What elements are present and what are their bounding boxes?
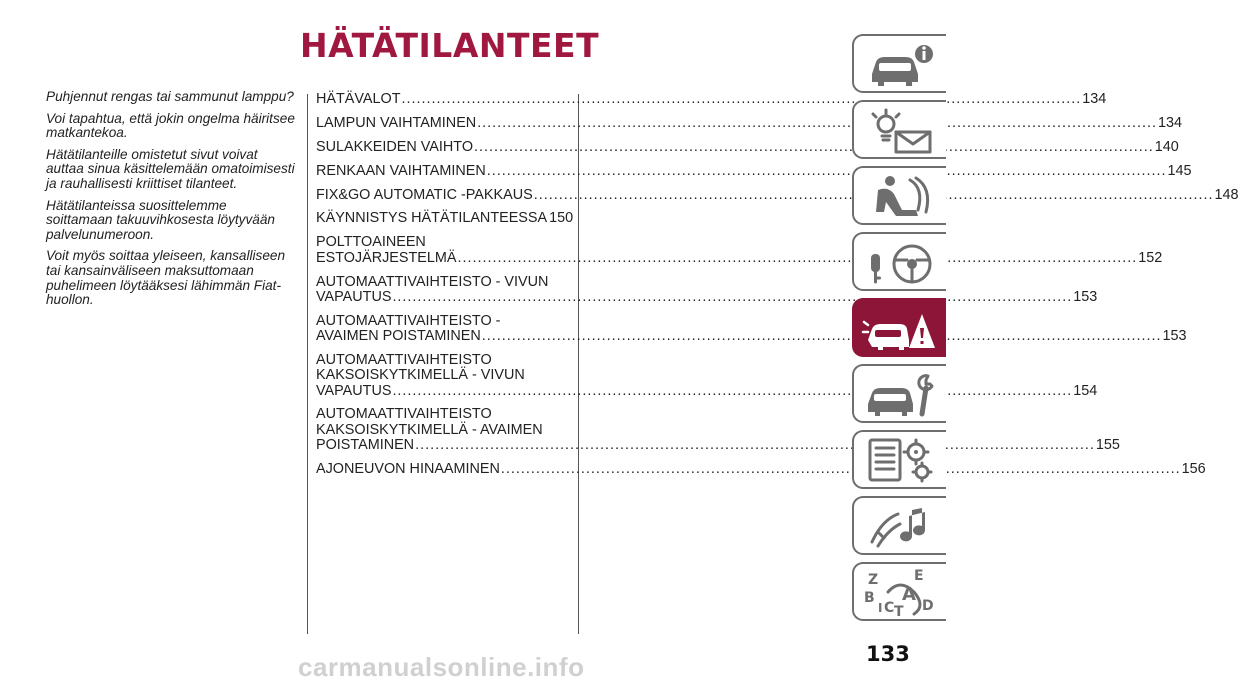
- car-wrench-icon: [862, 370, 938, 418]
- toc-entry-label: POLTTOAINEEN: [316, 234, 426, 251]
- toc-entry[interactable]: [316, 273, 1098, 306]
- seat-airbag-icon: [862, 172, 938, 220]
- svg-text:B: B: [864, 590, 875, 606]
- toc-page-number: 145: [1167, 162, 1192, 179]
- toc-leader-dots: [457, 251, 1137, 266]
- toc-entry-label: VAPAUTUS: [316, 382, 392, 399]
- toc-entry-line: [316, 436, 1120, 453]
- toc-entry-line: [316, 460, 1206, 477]
- toc-entry-line: [316, 186, 1238, 203]
- toc-page-number: 140: [1154, 138, 1179, 155]
- toc-entry[interactable]: [316, 138, 1179, 155]
- toc-entry[interactable]: [316, 186, 1238, 203]
- chapter-tab[interactable]: [852, 496, 946, 555]
- svg-text:A: A: [902, 584, 916, 605]
- chapter-tab[interactable]: [852, 232, 946, 291]
- toc-entry-label: AUTOMAATTIVAIHTEISTO - VIVUN: [316, 273, 549, 290]
- toc-page-number: 134: [1082, 91, 1107, 107]
- toc-entry-label: AUTOMAATTIVAIHTEISTO: [316, 406, 492, 423]
- svg-text:C: C: [884, 600, 895, 616]
- svg-text:T: T: [894, 604, 904, 620]
- toc-entry-label: SULAKKEIDEN VAIHTO: [316, 138, 474, 155]
- toc-page-number: 153: [1073, 288, 1098, 305]
- toc-entry[interactable]: [316, 351, 1098, 399]
- toc-leader-dots: [392, 384, 1072, 399]
- toc-entry-label: AVAIMEN POISTAMINEN: [316, 328, 481, 345]
- toc-entry[interactable]: [316, 91, 1107, 107]
- toc-page-number: 155: [1095, 436, 1120, 453]
- emergency-car-breakdown-icon: [862, 304, 938, 352]
- toc-entry-label: FIX&GO AUTOMATIC -PAKKAUS: [316, 186, 533, 203]
- toc-page-number: 156: [1181, 460, 1206, 477]
- toc-leader-dots: [402, 92, 1082, 107]
- toc-entry-label: LAMPUN VAIHTAMINEN: [316, 114, 477, 131]
- multimedia-music-icon: [862, 502, 938, 550]
- column-divider-left: [307, 94, 308, 634]
- svg-text:I: I: [878, 601, 883, 615]
- toc-entry-label: KAKSOISKYTKIMELLÄ - VIVUN: [316, 367, 525, 384]
- toc-leader-dots: [501, 462, 1181, 477]
- svg-text:Z: Z: [868, 572, 879, 588]
- toc-page-number: 152: [1138, 249, 1163, 266]
- toc-entry-label: AUTOMAATTIVAIHTEISTO -: [316, 312, 501, 329]
- intro-text: [46, 90, 296, 315]
- chapter-tab[interactable]: [852, 364, 946, 423]
- toc-entry-line: [316, 114, 1182, 131]
- toc-page-number: 154: [1073, 382, 1098, 399]
- toc-page-number: 148: [1214, 186, 1238, 203]
- toc-entry[interactable]: [316, 312, 1187, 345]
- toc-entry-label: KAKSOISKYTKIMELLÄ - AVAIMEN: [316, 421, 543, 438]
- svg-text:E: E: [914, 568, 924, 584]
- toc-entry-label: RENKAAN VAIHTAMINEN: [316, 162, 486, 179]
- chapter-tab-active[interactable]: [852, 298, 946, 357]
- chapter-tab[interactable]: [852, 562, 946, 621]
- toc-leader-dots: [474, 140, 1154, 155]
- toc-entry-line: [316, 288, 1098, 305]
- toc-entry[interactable]: [316, 162, 1192, 179]
- toc-entry[interactable]: [316, 210, 574, 227]
- toc-entry-label: KÄYNNISTYS HÄTÄTILANTEESSA: [316, 210, 548, 227]
- toc-entry-line: [316, 162, 1192, 179]
- toc-entry-label: AUTOMAATTIVAIHTEISTO: [316, 351, 492, 368]
- toc-entry[interactable]: [316, 234, 1163, 266]
- intro-paragraph: Voit myös soittaa yleiseen, kansalliseen tai kansainväliseen maksuttomaan puhelimeen löytääksesi lähimmän Fiat-huollon.: [46, 248, 286, 308]
- toc-entry-label: ESTOJÄRJESTELMÄ: [316, 249, 457, 266]
- toc-entry[interactable]: [316, 460, 1206, 477]
- toc-entry-line: [316, 210, 574, 227]
- intro-paragraph: Voi tapahtua, että jokin ongelma häiritsee matkantekoa.: [46, 110, 295, 141]
- page-title: HÄTÄTILANTEET: [300, 26, 600, 65]
- page-number: 133: [866, 642, 910, 666]
- toc-leader-dots: [487, 164, 1167, 179]
- toc-leader-dots: [392, 290, 1072, 305]
- toc-entry-line: [316, 91, 1107, 107]
- chapter-tab[interactable]: [852, 34, 946, 93]
- toc-leader-dots: [415, 438, 1095, 453]
- intro-paragraph: Hätätilanteille omistetut sivut voivat auttaa sinua käsittelemään omatoimisesti ja rauhallisesti kriittiset tilanteet.: [46, 146, 295, 191]
- toc-leader-dots: [482, 329, 1162, 344]
- toc-entry-line: [316, 382, 1098, 399]
- toc-entry-line: [316, 328, 1187, 345]
- toc-entry-label: POISTAMINEN: [316, 436, 415, 453]
- chapter-tab[interactable]: [852, 100, 946, 159]
- watermark: carmanualsonline.info: [298, 652, 585, 682]
- toc-entry-label: VAPAUTUS: [316, 288, 392, 305]
- alphabet-index-icon: [862, 568, 938, 620]
- car-info-icon: [862, 40, 938, 88]
- chapter-tab[interactable]: [852, 430, 946, 489]
- toc-page-number: 150: [549, 210, 574, 227]
- toc-entry-label: AJONEUVON HINAAMINEN: [316, 460, 500, 477]
- toc-entry-line: [316, 138, 1179, 155]
- toc-entry-line: [316, 249, 1163, 266]
- key-steering-wheel-icon: [862, 238, 938, 286]
- toc-page-number: 153: [1162, 328, 1187, 345]
- toc-leader-dots: [477, 116, 1157, 131]
- intro-paragraph: Hätätilanteissa suosittelemme soittamaan takuuvihkosesta löytyvään palvelunumeroon.: [46, 197, 275, 242]
- toc-entry-label: HÄTÄVALOT: [316, 91, 401, 107]
- table-of-contents: [316, 91, 1238, 486]
- warning-lights-mail-icon: [862, 106, 938, 154]
- specs-gears-icon: [862, 436, 938, 484]
- toc-page-number: 134: [1157, 114, 1182, 131]
- svg-text:D: D: [922, 598, 934, 614]
- toc-entry[interactable]: [316, 406, 1120, 453]
- toc-entry[interactable]: [316, 114, 1182, 131]
- chapter-tab[interactable]: [852, 166, 946, 225]
- intro-paragraph: Puhjennut rengas tai sammunut lamppu?: [46, 89, 294, 104]
